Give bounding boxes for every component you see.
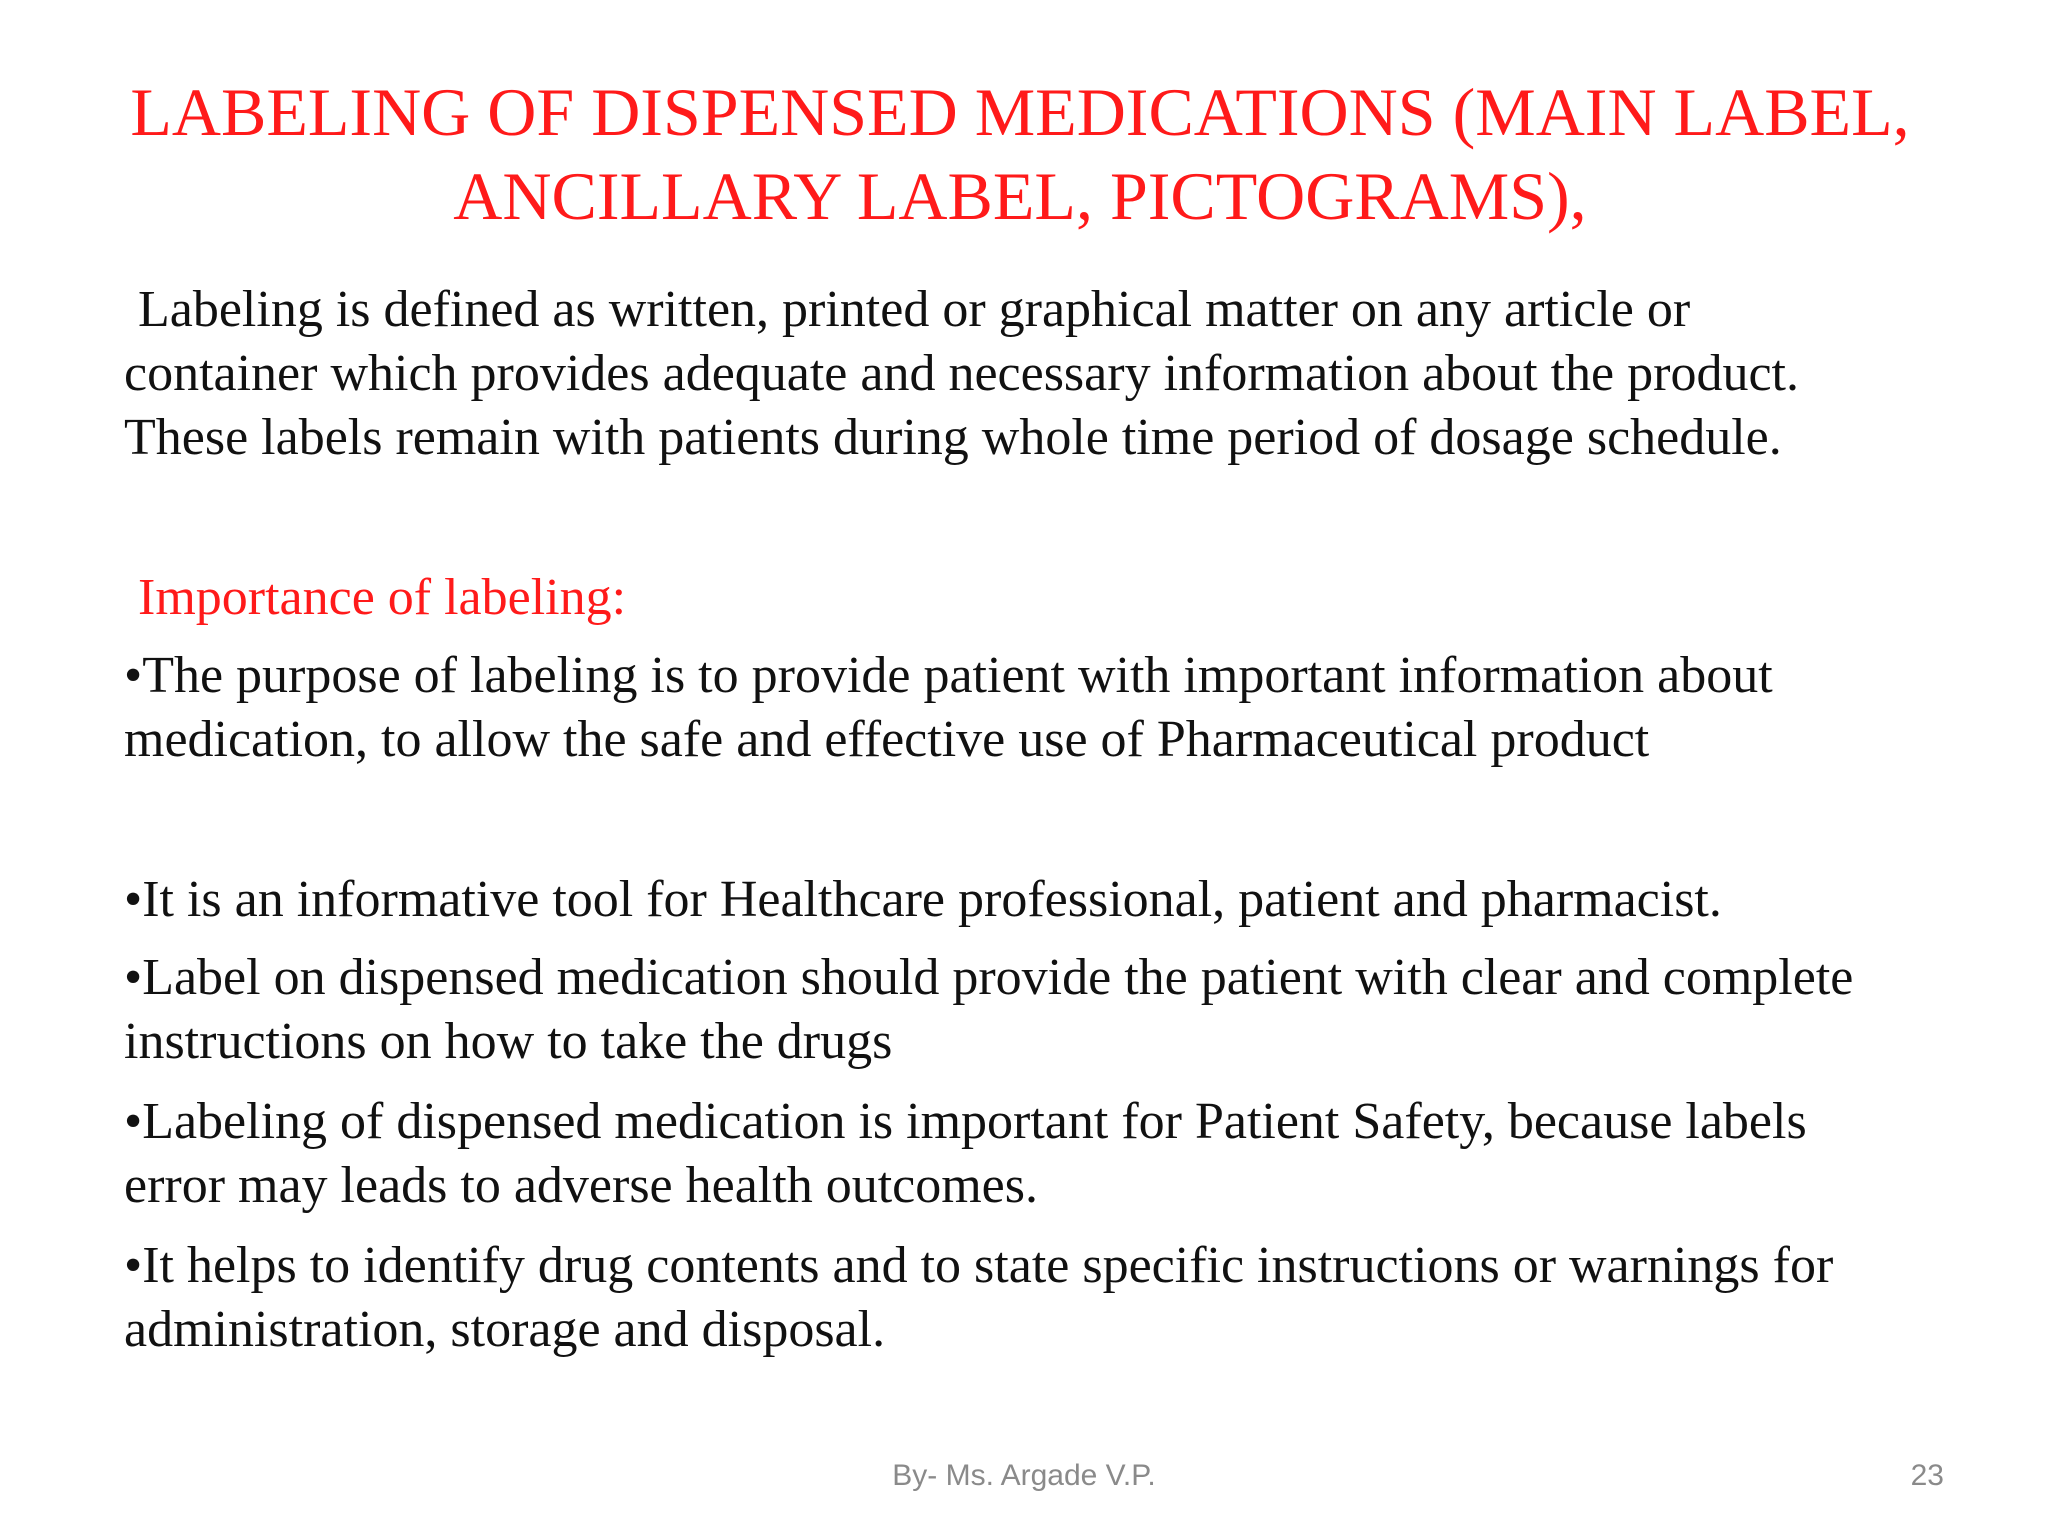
bullet-purpose [124, 644, 1964, 772]
bullet-informative-tool [124, 868, 1964, 932]
bullet-line: administration, storage and disposal. [124, 1301, 886, 1358]
importance-subheading: Importance of labeling: [138, 569, 627, 626]
slide-title-line-1: LABELING OF DISPENSED MEDICATIONS (MAIN LABEL, [130, 74, 1910, 150]
intro-line-3: These labels remain with patients during whole time period of dosage schedule. [124, 409, 1782, 466]
page-number: 23 [1910, 1459, 1944, 1492]
bullet-line: instructions on how to take the drugs [124, 1013, 893, 1070]
footer-author: By- Ms. Argade V.P. [892, 1459, 1156, 1492]
bullet-line: medication, to allow the safe and effective use of Pharmaceutical product [124, 711, 1650, 768]
bullet-identify-contents [124, 1234, 1964, 1362]
intro-paragraph [124, 278, 1964, 470]
bullet-line: •Label on dispensed medication should provide the patient with clear and complete [124, 949, 1854, 1006]
bullet-clear-instructions [124, 946, 1964, 1074]
bullet-line: •It is an informative tool for Healthcare professional, patient and pharmacist. [124, 871, 1722, 928]
slide-title-line-2: ANCILLARY LABEL, PICTOGRAMS), [453, 158, 1587, 234]
bullet-line: error may leads to adverse health outcomes. [124, 1157, 1038, 1214]
bullet-patient-safety [124, 1090, 1964, 1218]
intro-line-2: container which provides adequate and necessary information about the product. [124, 345, 1799, 402]
bullet-line: •Labeling of dispensed medication is important for Patient Safety, because labels [124, 1093, 1807, 1150]
slide-title [110, 70, 1930, 238]
bullet-line: •It helps to identify drug contents and to state specific instructions or warnings for [124, 1237, 1834, 1294]
intro-line-1: Labeling is defined as written, printed or graphical matter on any article or [138, 281, 1691, 338]
bullet-line: •The purpose of labeling is to provide patient with important information about [124, 647, 1773, 704]
